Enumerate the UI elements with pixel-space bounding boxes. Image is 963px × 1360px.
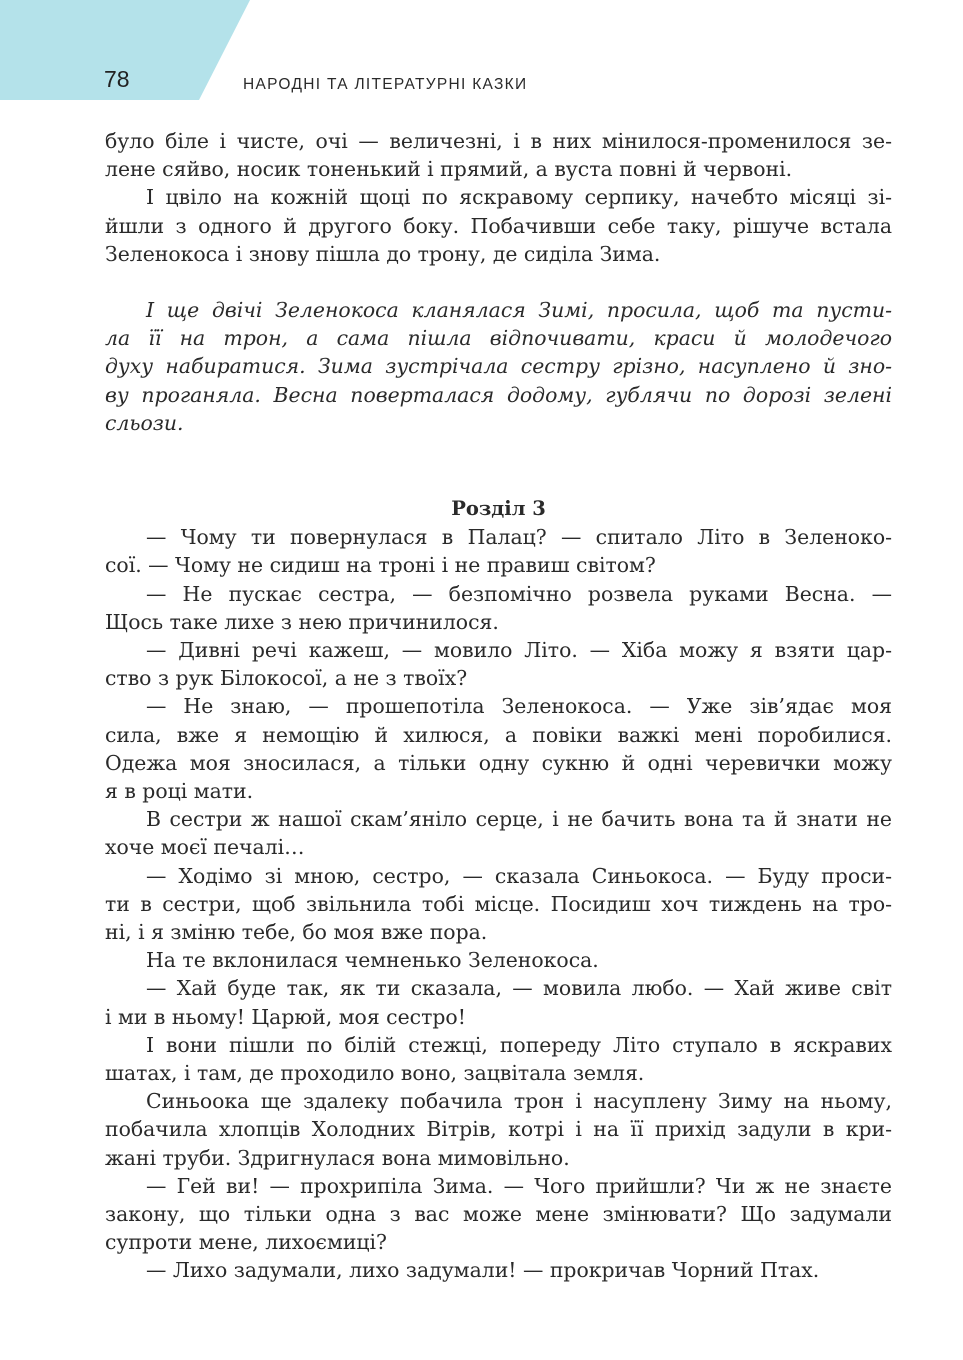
- text-line: — Не пускає сестра, — безпомічно розвела руками Весна. —: [146, 581, 892, 606]
- text-line: супроти мене, лихоємиці?: [105, 1230, 387, 1255]
- text-line: ні, і я зміню тебе, бо моя вже пора.: [105, 920, 488, 945]
- text-line: хоче моєї печалі…: [105, 835, 305, 860]
- text-line: На те вклонилася чемненько Зеленокоса.: [146, 948, 599, 973]
- text-line: І ще двічі Зеленокоса кланялася Зимі, просила, щоб та пусти-: [146, 298, 892, 322]
- italic-summary-block: [105, 296, 892, 437]
- text-line: ти в сестри, щоб звільнила тобі місце. Посидиш хоч тиждень на тро-: [105, 891, 892, 916]
- text-line: йшли з одного й другого боку. Побачивши себе таку, рішуче встала: [105, 213, 892, 238]
- text-line: Одежа моя зносилася, а тільки одну сукню й одні черевички можу: [105, 750, 892, 775]
- text-line: духу набиратися. Зима зустрічала сестру грізно, насуплено й зно-: [105, 354, 892, 379]
- text-line: — Лихо задумали, лихо задумали! — прокричав Чорний Птах.: [146, 1258, 820, 1283]
- text-line: Щось таке лихе з нею причинилося.: [105, 609, 499, 634]
- text-line: і ми в ньому! Царюй, моя сестро!: [105, 1004, 466, 1029]
- text-line: Зеленокоса і знову пішла до трону, де сиділа Зима.: [105, 241, 661, 266]
- page-number: 78: [104, 66, 130, 92]
- chapter-3-block: [105, 495, 892, 1285]
- text-line: я в році мати.: [105, 779, 254, 804]
- text-line: — Ходімо зі мною, сестро, — сказала Синьокоса. — Буду проси-: [146, 863, 892, 888]
- text-line: ву проганяла. Весна поверталася додому, гублячи по дорозі зелені: [105, 382, 892, 407]
- text-line: В сестри ж нашої скам’яніло серце, і не бачить вона та й знати не: [146, 807, 892, 832]
- text-line: Синьоока ще здалеку побачила трон і насуплену Зиму на ньому,: [146, 1089, 892, 1114]
- text-line: — Дивні речі кажеш, — мовило Літо. — Хіба можу я взяти цар-: [146, 638, 892, 663]
- text-line: — Не знаю, — прошепотіла Зеленокоса. — Уже зів’ядає моя: [146, 694, 892, 719]
- text-line: жані труби. Здригнулася вона мимовільно.: [105, 1145, 570, 1170]
- chapter-title: Розділ 3: [451, 497, 546, 520]
- text-line: було біле і чисте, очі — величезні, і в них мінилося-променилося зе-: [105, 129, 892, 153]
- story-text-block-1: [105, 127, 892, 268]
- text-line: побачила хлопців Холодних Вітрів, котрі і на її прихід задули в кри-: [105, 1117, 892, 1142]
- text-line: І цвіло на кожній щоці по яскравому серпику, начебто місяці зі-: [146, 185, 892, 210]
- running-header: НАРОДНІ ТА ЛІТЕРАТУРНІ КАЗКИ: [243, 76, 528, 93]
- text-line: сила, вже я немощію й хилюся, а повіки важкі мені поробилися.: [105, 722, 892, 747]
- text-line: закону, що тільки одна з вас може мене змінювати? Що задумали: [105, 1202, 892, 1227]
- text-line: — Чому ти повернулася в Палац? — спитало Літо в Зеленоко-: [146, 525, 892, 550]
- text-line: ла її на трон, а сама пішла відпочивати, краси й молодечого: [105, 326, 892, 351]
- text-line: — Гей ви! — прохрипіла Зима. — Чого прийшли? Чи ж не знаєте: [146, 1173, 892, 1198]
- text-line: — Хай буде так, як ти сказала, — мовила любо. — Хай живе світ: [146, 976, 892, 1001]
- text-line: сої. — Чому не сидиш на троні і не правиш світом?: [105, 553, 656, 578]
- text-line: шатах, і там, де проходило воно, зацвітала земля.: [105, 1061, 645, 1086]
- text-line: ство з рук Білокосої, а не з твоїх?: [105, 666, 468, 691]
- text-line: сльози.: [105, 410, 184, 435]
- text-line: І вони пішли по білій стежці, попереду Літо ступало в яскравих: [146, 1032, 892, 1057]
- text-line: лене сяйво, носик тоненький і прямий, а вуста повні й червоні.: [105, 157, 793, 182]
